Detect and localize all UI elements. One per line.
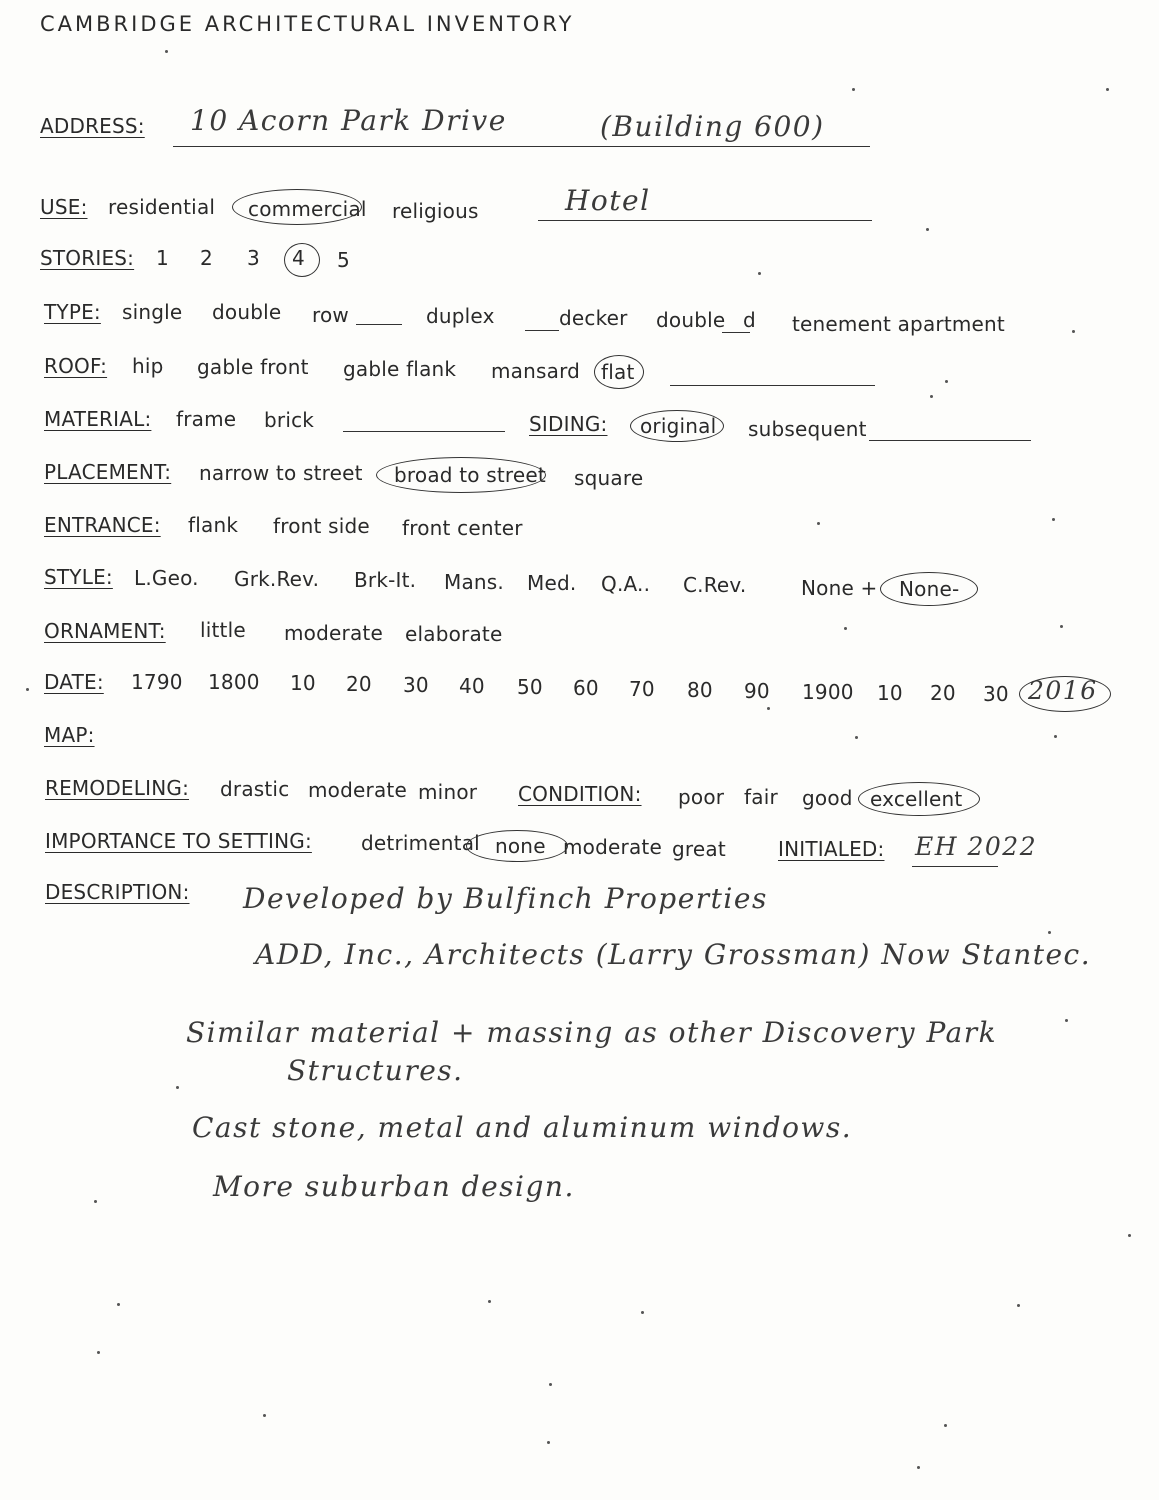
- initialed-label: INITIALED:: [778, 837, 885, 861]
- remodeling-label: REMODELING:: [45, 776, 190, 800]
- scan-speck: [917, 1466, 920, 1469]
- stories-option-3: 3: [247, 246, 260, 270]
- type-option-duplex: duplex: [426, 304, 495, 328]
- ornament-option-moderate: moderate: [284, 621, 383, 645]
- entrance-option-flank: flank: [188, 513, 239, 537]
- scan-speck: [176, 1086, 179, 1089]
- style-option-none-plus: None +: [801, 576, 878, 600]
- scan-speck: [852, 88, 855, 91]
- stories-option-5: 5: [337, 248, 350, 272]
- scan-speck: [165, 50, 168, 53]
- use-option-commercial: commercial: [248, 197, 367, 221]
- scan-speck: [758, 272, 761, 275]
- condition-option-poor: poor: [678, 785, 725, 809]
- placement-label: PLACEMENT:: [44, 460, 172, 484]
- description-line-4: Structures.: [287, 1054, 464, 1087]
- style-option-crev: C.Rev.: [683, 573, 747, 597]
- scan-speck: [926, 228, 929, 231]
- scan-speck: [641, 1311, 644, 1314]
- scan-speck: [944, 1424, 947, 1427]
- condition-option-fair: fair: [744, 785, 778, 809]
- style-option-grkrev: Grk.Rev.: [234, 567, 320, 591]
- material-other-underline: [343, 431, 505, 432]
- scan-speck: [1072, 330, 1075, 333]
- entrance-option-front-center: front center: [402, 516, 523, 540]
- scan-speck: [1106, 88, 1109, 91]
- siding-label: SIDING:: [529, 412, 608, 436]
- address-underline: [173, 146, 870, 147]
- date-option-1930: 30: [983, 682, 1009, 706]
- roof-other-underline: [670, 385, 875, 386]
- address-value: 10 Acorn Park Drive: [190, 104, 507, 137]
- date-option-1790: 1790: [131, 670, 183, 694]
- condition-selected-circle: [858, 782, 980, 816]
- material-label: MATERIAL:: [44, 407, 152, 431]
- date-option-50: 50: [517, 675, 543, 699]
- importance-option-detrimental: detrimental: [361, 831, 480, 855]
- placement-option-narrow: narrow to street: [199, 461, 363, 485]
- scan-speck: [547, 1441, 550, 1444]
- ornament-label: ORNAMENT:: [44, 619, 166, 643]
- condition-option-excellent: excellent: [870, 787, 963, 811]
- scan-speck: [817, 522, 820, 525]
- siding-option-original: original: [640, 414, 717, 438]
- roof-selected-circle: [594, 355, 644, 389]
- type-option-decker: decker: [559, 306, 628, 330]
- initialed-value: EH 2022: [915, 832, 1038, 861]
- date-option-20: 20: [346, 672, 372, 696]
- roof-option-hip: hip: [132, 354, 164, 378]
- use-selected-circle: [232, 189, 362, 225]
- scan-speck: [26, 688, 29, 691]
- use-option-religious: religious: [392, 199, 479, 223]
- description-line-2: ADD, Inc., Architects (Larry Grossman) Now Stantec.: [255, 938, 1092, 971]
- date-option-90: 90: [744, 679, 770, 703]
- type-option-tenement: tenement apartment: [792, 312, 1005, 336]
- stories-option-4: 4: [292, 246, 305, 270]
- use-option-residential: residential: [108, 195, 216, 219]
- remodeling-option-drastic: drastic: [220, 777, 290, 801]
- roof-option-gable-flank: gable flank: [343, 357, 457, 381]
- style-option-qa: Q.A..: [601, 572, 651, 596]
- initialed-underline: [912, 866, 998, 867]
- date-selected-circle: [1019, 676, 1111, 712]
- siding-other-underline: [869, 440, 1031, 441]
- description-line-1: Developed by Bulfinch Properties: [243, 882, 768, 915]
- date-option-1910: 10: [877, 681, 903, 705]
- date-option-30: 30: [403, 673, 429, 697]
- type-double-d-blank: [722, 332, 750, 333]
- importance-option-none: none: [495, 834, 546, 858]
- address-label: ADDRESS:: [40, 114, 145, 138]
- scan-speck: [1054, 735, 1057, 738]
- date-option-40: 40: [459, 674, 485, 698]
- placement-selected-circle: [376, 457, 546, 493]
- type-row-blank: [356, 324, 402, 325]
- style-selected-circle: [880, 572, 978, 606]
- style-option-med: Med.: [527, 571, 577, 595]
- date-option-10: 10: [290, 671, 316, 695]
- date-option-60: 60: [573, 676, 599, 700]
- scan-speck: [767, 707, 770, 710]
- remodeling-option-minor: minor: [418, 780, 478, 804]
- stories-label: STORIES:: [40, 246, 135, 270]
- date-option-1900: 1900: [802, 680, 854, 704]
- description-line-6: More suburban design.: [213, 1170, 575, 1203]
- condition-option-good: good: [802, 786, 853, 810]
- stories-option-2: 2: [200, 246, 213, 270]
- siding-option-subsequent: subsequent: [748, 417, 867, 441]
- style-option-brkit: Brk-It.: [354, 568, 417, 592]
- style-label: STYLE:: [44, 565, 113, 589]
- scan-speck: [1052, 518, 1055, 521]
- scan-speck: [930, 395, 933, 398]
- scan-speck: [855, 736, 858, 739]
- type-label: TYPE:: [44, 300, 101, 324]
- placement-option-square: square: [574, 466, 644, 490]
- use-label: USE:: [40, 195, 88, 219]
- scan-speck: [1060, 625, 1063, 628]
- date-label: DATE:: [44, 670, 104, 694]
- date-option-1920: 20: [930, 681, 956, 705]
- description-line-3: Similar material + massing as other Discovery Park: [186, 1016, 998, 1049]
- scan-speck: [844, 627, 847, 630]
- ornament-option-elaborate: elaborate: [405, 622, 503, 646]
- use-other-value: Hotel: [565, 184, 651, 217]
- scan-speck: [263, 1414, 266, 1417]
- type-option-d: d: [743, 308, 756, 332]
- description-label: DESCRIPTION:: [45, 880, 190, 904]
- address-building: (Building 600): [600, 110, 825, 143]
- scan-speck: [117, 1303, 120, 1306]
- siding-selected-circle: [630, 410, 724, 442]
- date-option-70: 70: [629, 677, 655, 701]
- scan-speck: [945, 380, 948, 383]
- ornament-option-little: little: [200, 618, 246, 642]
- placement-option-broad: broad to street: [394, 463, 546, 487]
- scan-speck: [1065, 1019, 1068, 1022]
- importance-option-great: great: [672, 837, 726, 861]
- entrance-option-front-side: front side: [273, 514, 370, 538]
- remodeling-option-moderate: moderate: [308, 778, 407, 802]
- style-option-none-minus: None-: [899, 577, 960, 601]
- material-option-brick: brick: [264, 408, 315, 432]
- type-decker-blank: [525, 330, 559, 331]
- importance-option-moderate: moderate: [563, 835, 662, 859]
- importance-selected-circle: [466, 830, 568, 862]
- stories-option-1: 1: [156, 246, 169, 270]
- date-selected-value: 2016: [1028, 676, 1098, 705]
- type-option-double-d: double: [656, 308, 726, 332]
- material-option-frame: frame: [176, 407, 237, 431]
- date-option-80: 80: [687, 678, 713, 702]
- form-title: CAMBRIDGE ARCHITECTURAL INVENTORY: [40, 12, 575, 36]
- style-option-mans: Mans.: [444, 570, 504, 594]
- map-label: MAP:: [44, 723, 95, 747]
- type-option-double: double: [212, 300, 282, 324]
- style-option-lgeo: L.Geo.: [134, 566, 199, 590]
- scan-speck: [549, 1383, 552, 1386]
- use-other-underline: [538, 220, 872, 221]
- scan-speck: [1048, 931, 1051, 934]
- scan-speck: [1017, 1304, 1020, 1307]
- type-option-single: single: [122, 300, 183, 324]
- roof-option-flat: flat: [601, 360, 635, 384]
- condition-label: CONDITION:: [518, 782, 642, 806]
- description-line-5: Cast stone, metal and aluminum windows.: [192, 1111, 853, 1144]
- roof-option-gable-front: gable front: [197, 355, 309, 379]
- scan-speck: [1128, 1234, 1131, 1237]
- importance-label: IMPORTANCE TO SETTING:: [45, 829, 312, 853]
- date-option-1800: 1800: [208, 670, 260, 694]
- roof-label: ROOF:: [44, 354, 108, 378]
- stories-selected-circle: [284, 243, 320, 277]
- roof-option-mansard: mansard: [491, 359, 581, 383]
- scan-speck: [488, 1300, 491, 1303]
- scan-speck: [94, 1200, 97, 1203]
- type-option-row: row: [312, 303, 349, 327]
- entrance-label: ENTRANCE:: [44, 513, 161, 537]
- scan-speck: [97, 1351, 100, 1354]
